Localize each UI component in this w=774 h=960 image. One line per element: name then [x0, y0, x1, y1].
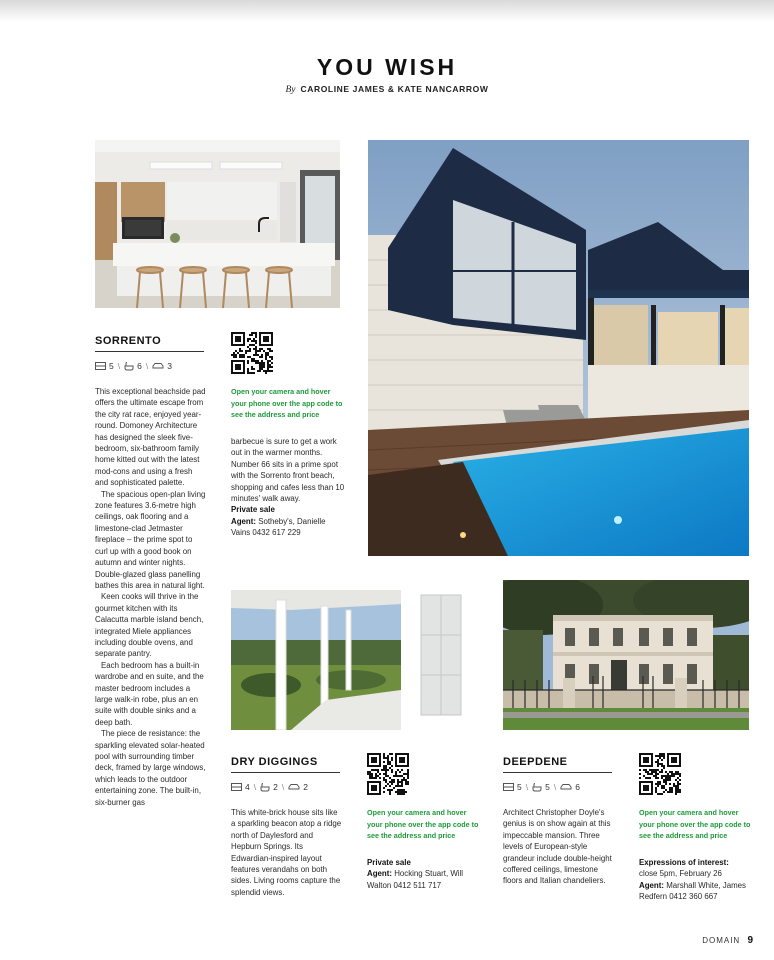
- byline-authors: CAROLINE JAMES & KATE NANCARROW: [300, 84, 489, 94]
- dry-diggings-specs: [231, 782, 308, 792]
- sorrento-continuation-text: barbecue is sure to get a work out in the warmer months. Number 66 sits in a prime spot with the Sorrento front beach, shopping and cafes less than 10 minutes' walk away.: [231, 437, 345, 504]
- sorrento-continuation: [231, 436, 346, 539]
- deepdene-specs: [503, 782, 580, 792]
- dry-diggings-description: This white-brick house sits like a sparkling beacon atop a ridge north of Daylesford and Hepburn Springs. Its Edwardian-inspired layout features verandahs on both sides. Living rooms capture the splendid views.: [231, 808, 342, 897]
- page-number: 9: [747, 935, 754, 946]
- sorrento-cars: 3: [167, 361, 172, 371]
- dry-diggings-beds: 4: [245, 782, 250, 792]
- dry-diggings-baths: 2: [273, 782, 278, 792]
- bed-icon: [95, 362, 106, 370]
- spec-separator: \: [253, 782, 257, 792]
- dry-diggings-heading: DRY DIGGINGS: [231, 756, 318, 768]
- bed-icon: [231, 783, 242, 791]
- deepdene-agent-label: Agent:: [639, 880, 664, 890]
- deepdene-heading: DEEPDENE: [503, 756, 568, 768]
- spec-separator: \: [553, 782, 557, 792]
- car-icon: [152, 362, 164, 370]
- dry-diggings-body: [231, 807, 343, 898]
- sorrento-sale-type: Private sale: [231, 505, 275, 515]
- page-title: YOU WISH: [316, 54, 458, 80]
- bath-icon: [532, 783, 542, 792]
- deepdene-cars: 6: [575, 782, 580, 792]
- deepdene-beds: 5: [517, 782, 522, 792]
- sorrento-specs: [95, 361, 172, 371]
- deepdene-heading-rule: [503, 772, 612, 773]
- car-icon: [560, 783, 572, 791]
- spec-separator: \: [117, 361, 121, 371]
- sorrento-kitchen-photo: [95, 140, 340, 308]
- sorrento-baths: 6: [137, 361, 142, 371]
- bed-icon: [503, 783, 514, 791]
- bath-icon: [124, 362, 134, 371]
- dry-diggings-sale: [367, 857, 480, 891]
- sorrento-body: [95, 386, 207, 808]
- sorrento-paragraph: This exceptional beachside pad offers the ultimate escape from the city rat race, enjoyed year-round. Domoney Architecture has designed the sleek five-bedroom, six-bathroom family home kitted out with the latest mod-cons and using a fresh and sophisticated palette.: [95, 387, 206, 488]
- sorrento-paragraph: The piece de resistance: the sparkling elevated solar-heated pool with surrounding timber deck, framed by large windows, which leads to the outdoor entertaining zone. The built-in, six-burner gas: [95, 729, 206, 807]
- dry-diggings-sale-type: Private sale: [367, 858, 411, 867]
- sorrento-qr-caption: Open your camera and hover your phone over the app code to see the address and price: [231, 387, 343, 420]
- sorrento-agent: Sotheby's, Danielle Vains 0432 617 229: [231, 516, 326, 538]
- deepdene-baths: 5: [545, 782, 550, 792]
- sorrento-pool-photo: [368, 140, 749, 556]
- byline: [0, 84, 774, 95]
- spec-separator: \: [525, 782, 529, 792]
- sorrento-heading-rule: [95, 351, 204, 352]
- deepdene-description: Architect Christopher Doyle's genius is on show again at this impeccable mansion. Three levels of European-style grandeur include double-height coffered ceilings, limestone floors and Italian chandeliers.: [503, 808, 612, 886]
- deepdene-mansion-photo: [503, 580, 749, 730]
- page-footer: [702, 935, 754, 946]
- footer-publication: DOMAIN: [702, 936, 741, 945]
- spec-separator: \: [145, 361, 149, 371]
- deepdene-agent: Marshall White, James Redfern 0412 360 667: [639, 880, 746, 902]
- deepdene-body: [503, 807, 615, 887]
- sorrento-beds: 5: [109, 361, 114, 371]
- deepdene-qr-code[interactable]: [639, 753, 681, 795]
- sorrento-paragraph: Keen cooks will thrive in the gourmet kitchen with its Calacutta marble island bench, integrated Miele appliances including double ovens, and separate pantry.: [95, 592, 204, 659]
- dry-diggings-agent-label: Agent:: [367, 869, 392, 879]
- sorrento-qr-code[interactable]: [231, 332, 273, 374]
- dry-diggings-cars: 2: [303, 782, 308, 792]
- car-icon: [288, 783, 300, 791]
- sorrento-paragraph: The spacious open-plan living zone features 3.6-metre high ceilings, oak flooring and a limestone-clad Jetmaster fireplace – the prime spot to curl up with a good book on autumn and winter nights. Double-glazed glass panelling bathes this area in natural light.: [95, 489, 206, 590]
- deepdene-sale-type: Expressions of interest:: [639, 858, 729, 867]
- dry-diggings-heading-rule: [231, 772, 340, 773]
- sorrento-paragraph: Each bedroom has a built-in wardrobe and en suite, and the master bedroom includes a large walk-in robe, plus an en suite with double sinks and a deep bath.: [95, 660, 204, 727]
- spec-separator: \: [281, 782, 285, 792]
- deepdene-sale: [639, 857, 754, 903]
- page-top-shadow: [0, 0, 774, 22]
- dry-diggings-qr-caption: Open your camera and hover your phone over the app code to see the address and price: [367, 808, 479, 841]
- byline-prefix: By: [285, 85, 296, 95]
- deepdene-qr-caption: Open your camera and hover your phone over the app code to see the address and price: [639, 808, 751, 841]
- dry-diggings-qr-code[interactable]: [367, 753, 409, 795]
- sorrento-heading: SORRENTO: [95, 335, 162, 347]
- sorrento-agent-label: Agent:: [231, 516, 256, 526]
- dry-diggings-agent: Hocking Stuart, Will Walton 0412 511 717: [367, 869, 464, 890]
- bath-icon: [260, 783, 270, 792]
- deepdene-sale-detail: close 5pm, February 26: [639, 869, 722, 879]
- dry-diggings-verandah-photo: [231, 580, 477, 730]
